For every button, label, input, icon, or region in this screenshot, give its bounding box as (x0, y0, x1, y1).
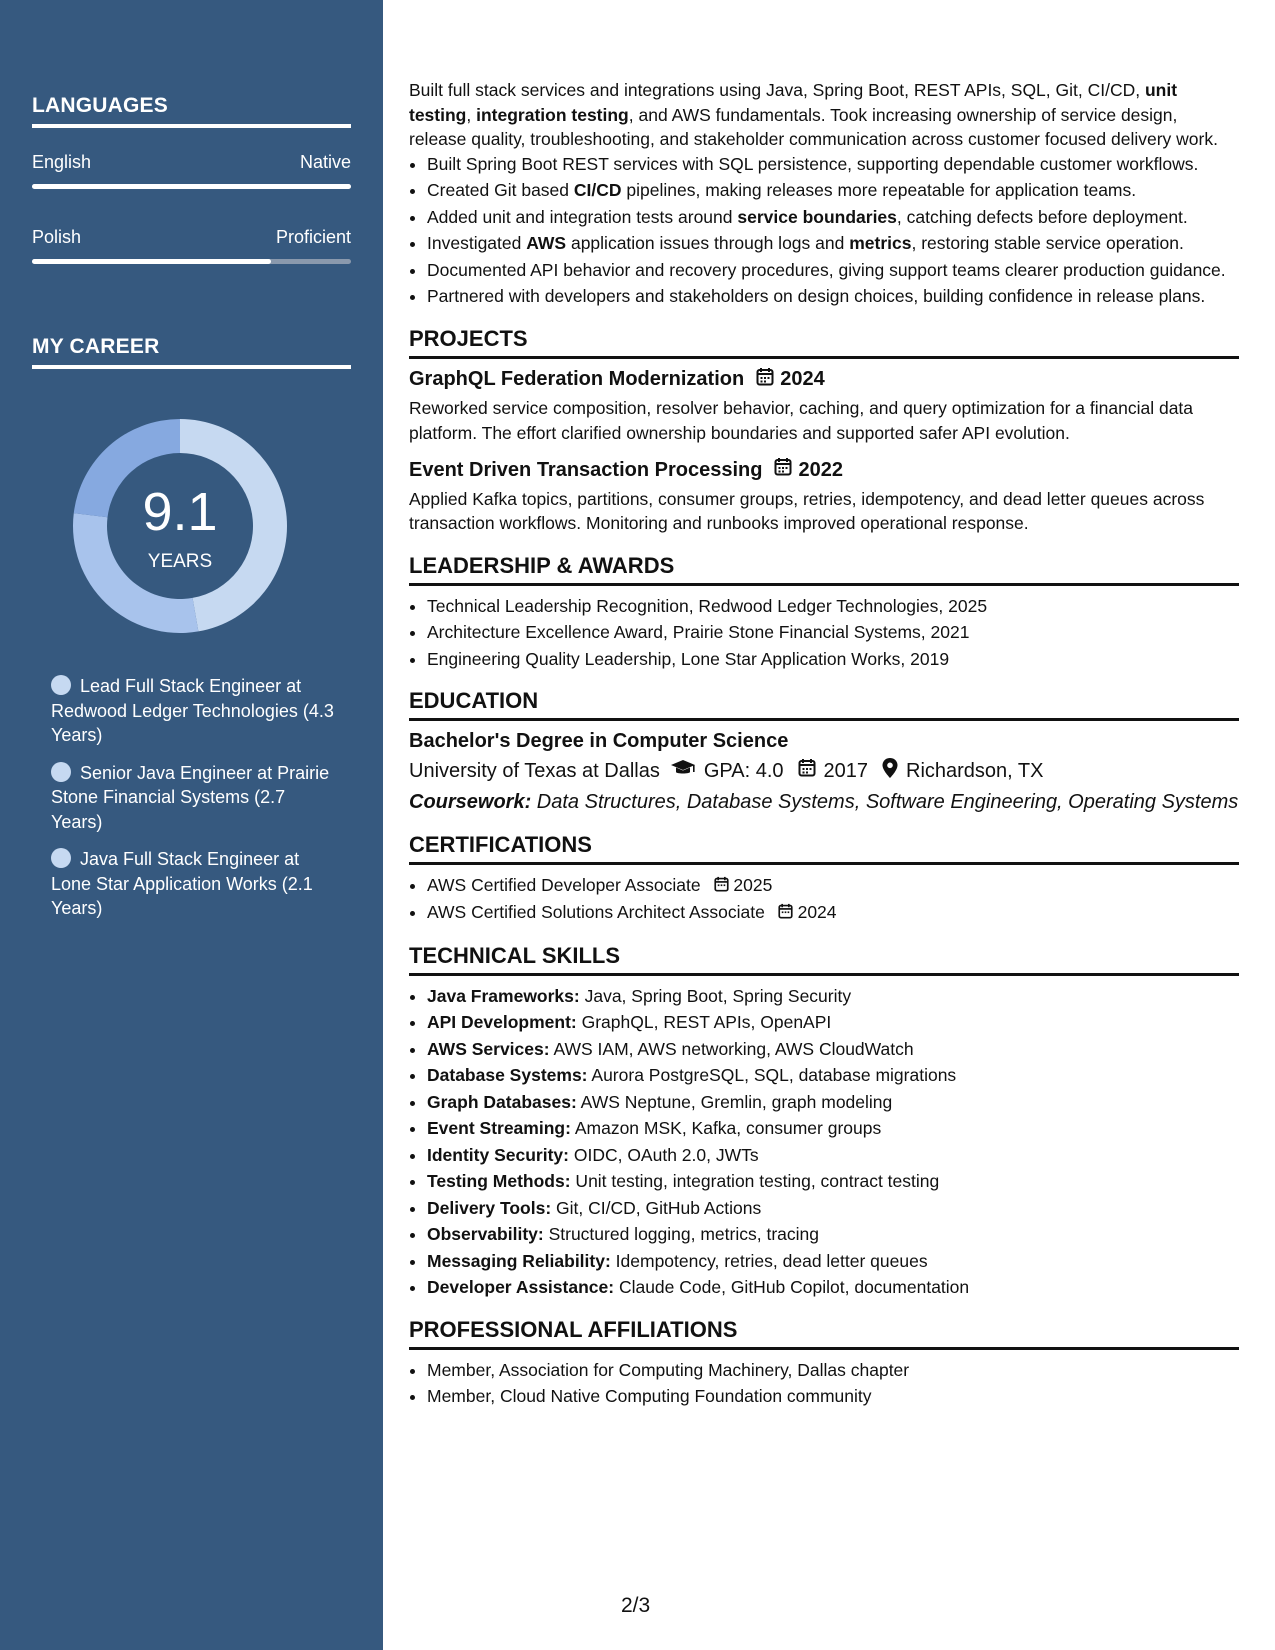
skill-item: • Event Streaming: Amazon MSK, Kafka, consumer groups (427, 1116, 1239, 1141)
career-item-text: Java Full Stack Engineer at Lone Star Application Works (2.1 Years) (51, 849, 313, 918)
project-item (409, 367, 1239, 446)
experience-bullet: • Created Git based CI/CD pipelines, making releases more repeatable for application teams. (427, 178, 1239, 203)
project-description: Applied Kafka topics, partitions, consumer groups, retries, idempotency, and dead letter queues across transaction workflows. Monitoring and runbooks improved operational response. (409, 488, 1205, 533)
project-year: 2024 (780, 368, 825, 390)
affiliations-list (409, 1358, 1239, 1409)
language-bar-fill (32, 184, 351, 189)
graduation-year: 2017 (823, 759, 869, 782)
career-item-text: Senior Java Engineer at Prairie Stone Financial Systems (2.7 Years) (51, 762, 330, 832)
skill-item: • Graph Databases: AWS Neptune, Gremlin, graph modeling (427, 1090, 1239, 1115)
graduation-cap-icon (670, 759, 696, 784)
leadership-list (409, 594, 1239, 672)
leadership-title: LEADERSHIP & AWARDS (409, 552, 1239, 586)
experience-bullet: • Added unit and integration tests around service boundaries, catching defects before deployment. (427, 205, 1239, 230)
career-donut (66, 412, 294, 640)
education-details (409, 758, 1239, 785)
school-name: University of Texas at Dallas (409, 759, 660, 782)
career-item (51, 761, 341, 835)
bullet-dot-icon (51, 675, 71, 695)
award-item: • Technical Leadership Recognition, Redwood Ledger Technologies, 2025 (427, 594, 1239, 619)
skill-item: • Developer Assistance: Claude Code, GitHub Copilot, documentation (427, 1275, 1239, 1300)
degree-name: Bachelor's Degree in Computer Science (409, 730, 789, 752)
skill-item: • Messaging Reliability: Idempotency, retries, dead letter queues (427, 1249, 1239, 1274)
career-item-text: Lead Full Stack Engineer at Redwood Ledger Technologies (4.3 Years) (51, 676, 334, 745)
school-location: Richardson, TX (906, 759, 1044, 782)
experience-bullet: • Investigated AWS application issues through logs and metrics, restoring stable service operation. (427, 231, 1239, 256)
skill-item: • API Development: GraphQL, REST APIs, OpenAPI (427, 1010, 1239, 1035)
career-list (51, 674, 341, 934)
skill-item: • Observability: Structured logging, metrics, tracing (427, 1222, 1239, 1247)
language-row-polish (32, 227, 351, 248)
language-row-english (32, 152, 351, 173)
award-item: • Engineering Quality Leadership, Lone Star Application Works, 2019 (427, 647, 1239, 672)
project-name: Event Driven Transaction Processing (409, 458, 763, 481)
skill-item: • Database Systems: Aurora PostgreSQL, SQL, database migrations (427, 1063, 1239, 1088)
coursework: Coursework: Data Structures, Database Systems, Software Engineering, Operating Systems (409, 791, 1239, 813)
experience-bullet: • Built Spring Boot REST services with SQL persistence, supporting dependable customer workflows. (427, 152, 1239, 177)
career-item (51, 847, 341, 921)
experience-bullets (409, 152, 1239, 309)
skill-item: • AWS Services: AWS IAM, AWS networking, AWS CloudWatch (427, 1037, 1239, 1062)
skills-list (409, 984, 1239, 1300)
calendar-icon (778, 901, 793, 926)
career-item (51, 674, 341, 748)
bullet-dot-icon (51, 848, 71, 868)
project-year: 2022 (798, 458, 843, 481)
experience-bullet: • Partnered with developers and stakeholders on design choices, building confidence in release plans. (427, 284, 1239, 309)
career-years-unit: YEARS (147, 551, 213, 572)
language-bar-english (32, 184, 351, 189)
skills-title: TECHNICAL SKILLS (409, 942, 1239, 976)
language-level: Native (299, 152, 351, 172)
skill-item: • Identity Security: OIDC, OAuth 2.0, JWTs (427, 1143, 1239, 1168)
certifications-title: CERTIFICATIONS (409, 831, 1239, 865)
calendar-icon (774, 457, 792, 483)
calendar-icon (798, 758, 816, 784)
career-total-years: 9.1 (142, 482, 218, 542)
projects-title: PROJECTS (409, 325, 1239, 359)
skill-item: • Delivery Tools: Git, CI/CD, GitHub Actions (427, 1196, 1239, 1221)
certifications-list (409, 873, 1239, 926)
languages-title: LANGUAGES (32, 94, 351, 128)
sidebar (0, 0, 383, 1650)
location-pin-icon (882, 758, 898, 785)
affiliation-item: • Member, Cloud Native Computing Foundation community (427, 1384, 1239, 1409)
certification-item: • AWS Certified Developer Associate 2025 (427, 873, 1239, 899)
project-description: Reworked service composition, resolver behavior, caching, and query optimization for a financial data platform. The effort clarified ownership boundaries and supported safer API evolution. (409, 398, 1194, 443)
project-item (409, 457, 1239, 536)
language-bar-fill (32, 259, 271, 264)
calendar-icon (756, 367, 774, 393)
experience-summary: Built full stack services and integrations using Java, Spring Boot, REST APIs, SQL, Git, CI/CD, unit testing, integration testing, and AWS fundamentals. Took increasing ownership of service design, release quality, troubleshooting, and stakeholder communication across customer focused delivery work. (409, 80, 1218, 149)
affiliations-title: PROFESSIONAL AFFILIATIONS (409, 1316, 1239, 1350)
page-number: 2/3 (621, 1594, 651, 1617)
language-bar-polish (32, 259, 351, 264)
project-name: GraphQL Federation Modernization (409, 368, 745, 390)
experience-bullet: • Documented API behavior and recovery procedures, giving support teams clearer production guidance. (427, 258, 1239, 283)
languages-section (32, 94, 351, 264)
award-item: • Architecture Excellence Award, Prairie Stone Financial Systems, 2021 (427, 620, 1239, 645)
calendar-icon (714, 874, 729, 899)
skill-item: • Testing Methods: Unit testing, integration testing, contract testing (427, 1169, 1239, 1194)
bullet-dot-icon (51, 762, 71, 782)
certification-item: • AWS Certified Solutions Architect Associate 2024 (427, 900, 1239, 926)
gpa: GPA: 4.0 (703, 759, 784, 782)
main-content (409, 78, 1239, 1411)
language-name: English (32, 152, 92, 172)
language-name: Polish (32, 227, 82, 247)
affiliation-item: • Member, Association for Computing Machinery, Dallas chapter (427, 1358, 1239, 1383)
education-title: EDUCATION (409, 687, 1239, 721)
skill-item: • Java Frameworks: Java, Spring Boot, Spring Security (427, 984, 1239, 1009)
career-title: MY CAREER (32, 335, 351, 369)
language-level: Proficient (275, 227, 351, 247)
career-section (32, 335, 351, 369)
